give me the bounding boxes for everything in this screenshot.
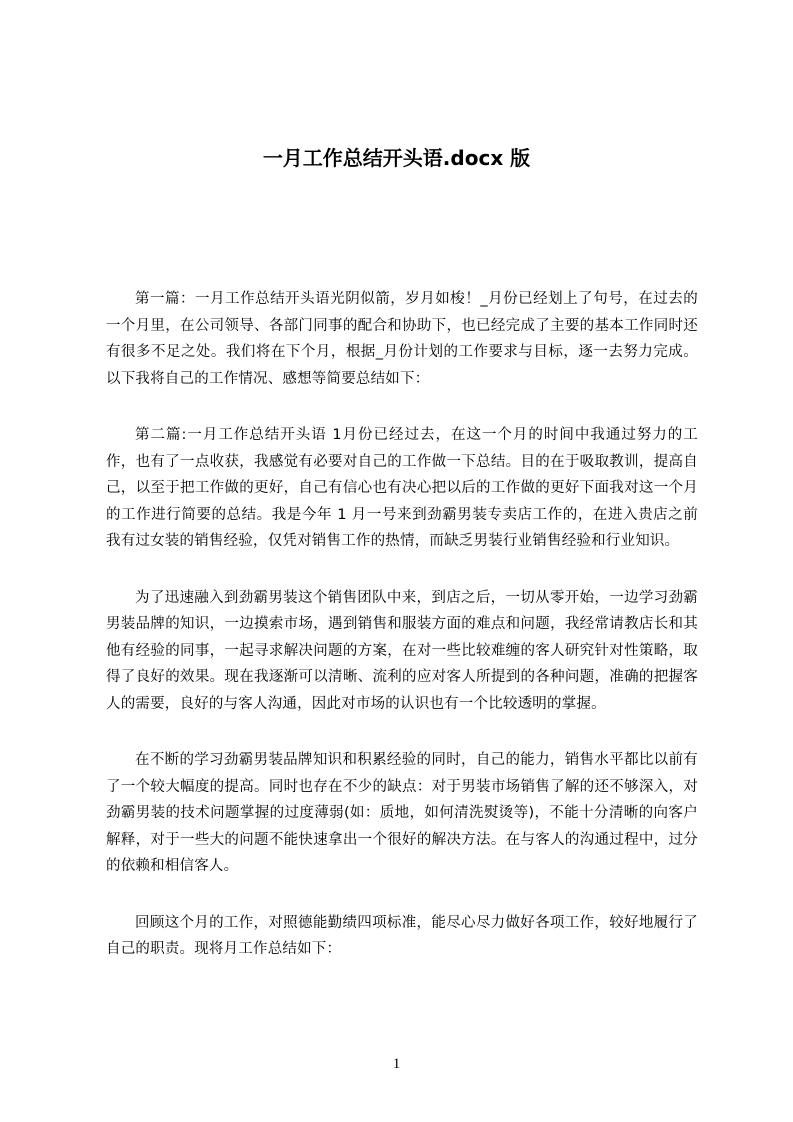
paragraph-3: 为了迅速融入到劲霸男装这个销售团队中来，到店之后，一切从零开始，一边学习劲霸男装品牌的知识，一边摸索市场，遇到销售和服装方面的难点和问题，我经常请教店长和其他有经验的同事，一起寻求解决问题的方案，在对一些比较难缠的客人研究针对性策略，取得了良好的效果。现在我逐渐可以清晰、流利的应对客人所提到的各种问题，准确的把握客人的需要，良好的与客人沟通，因此对市场的认识也有一个比较透明的掌握。 [106, 589, 698, 712]
page-number: 1 [392, 1056, 401, 1072]
document-body [106, 286, 698, 993]
paragraph-1: 第一篇：一月工作总结开头语光阴似箭，岁月如梭！_月份已经划上了句号，在过去的一个月里，在公司领导、各部门同事的配合和协助下，也已经完成了主要的基本工作同时还有很多不足之处。我们将在下个月，根据_月份计划的工作要求与目标，逐一去努力完成。以下我将自己的工作情况、感想等简要总结如下： [106, 291, 698, 387]
paragraph-2: 第二篇:一月工作总结开头语 1月份已经过去，在这一个月的时间中我通过努力的工作，也有了一点收获，我感觉有必要对自己的工作做一下总结。目的在于吸取教训，提高自己，以至于把工作做的更好，自己有信心也有决心把以后的工作做的更好下面我对这一个月的工作进行简要的总结。我是今年 1 月一号来到劲霸男装专卖店工作的，在进入贵店之前我有过女装的销售经验，仅凭对销售工作的热情，而缺乏男装行业销售经验和行业知识。 [106, 427, 698, 549]
paragraph-5: 回顾这个月的工作，对照德能勤绩四项标准，能尽心尽力做好各项工作，较好地履行了自己的职责。现将月工作总结如下： [106, 914, 698, 957]
document-title: 一月工作总结开头语.docx 版 [262, 146, 531, 170]
paragraph-4: 在不断的学习劲霸男装品牌知识和积累经验的同时，自己的能力，销售水平都比以前有了一个较大幅度的提高。同时也存在不少的缺点：对于男装市场销售了解的还不够深入，对劲霸男装的技术问题掌握的过度薄弱(如：质地，如何清洗熨烫等)，不能十分清晰的向客户解释，对于一些大的问题不能快速拿出一个很好的解决方法。在与客人的沟通过程中，过分的依赖和相信客人。 [106, 752, 698, 874]
